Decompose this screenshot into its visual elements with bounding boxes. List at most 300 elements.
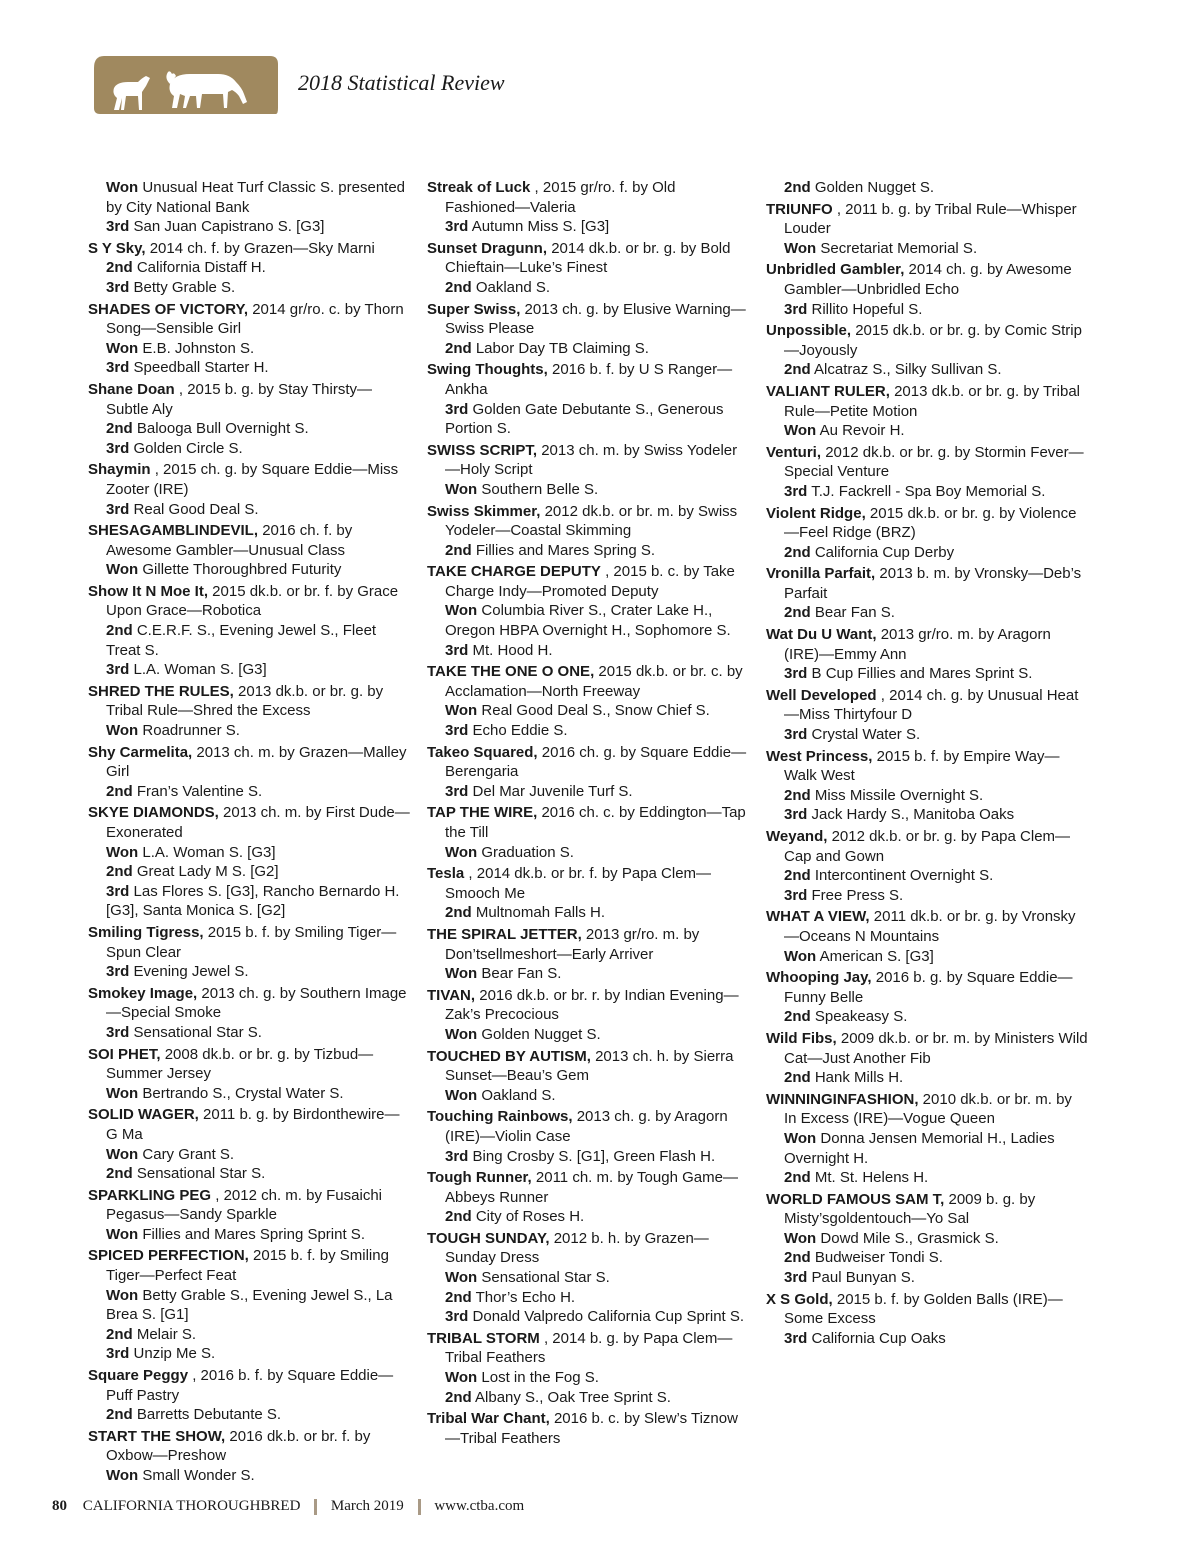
race-list: Unzip Me S.	[133, 1345, 216, 1363]
finish-place: Won	[106, 1084, 139, 1102]
race-list: Del Mar Juvenile Turf S.	[472, 782, 633, 800]
race-list: California Cup Derby	[814, 543, 955, 561]
award-line	[766, 1129, 1088, 1168]
horse-pedigree: 2011 dk.b. or br. g. by Vronsky—Oceans N Mountains	[784, 908, 1076, 945]
finish-place: 3rd	[784, 726, 808, 744]
horse-pedigree: , 2016 b. f. by Square Eddie—Puff Pastry	[106, 1367, 394, 1404]
finish-place: 3rd	[106, 661, 130, 679]
award-line	[427, 339, 749, 359]
finish-place: Won	[106, 843, 139, 861]
horse-name: Super Swiss,	[427, 300, 521, 318]
horse-name: Venturi,	[766, 443, 822, 461]
award-line	[88, 1084, 410, 1104]
horse-name: S Y Sky,	[88, 239, 146, 257]
horse-entry	[88, 300, 410, 378]
horse-name: Swiss Skimmer,	[427, 502, 541, 520]
horse-entry	[427, 1047, 749, 1106]
race-list: Donna Jensen Memorial H., Ladies Overnight H.	[784, 1129, 1055, 1167]
finish-place: Won	[106, 561, 139, 579]
race-list: Fillies and Mares Spring S.	[475, 541, 656, 559]
horse-pedigree: 2008 dk.b. or br. g. by Tizbud—Summer Jersey	[106, 1045, 374, 1083]
finish-place: Won	[445, 480, 478, 498]
horse-name: Square Peggy	[88, 1367, 189, 1385]
horse-entry	[427, 360, 749, 438]
finish-place: 3rd	[106, 963, 130, 981]
race-list: Thor’s Echo H.	[475, 1288, 576, 1306]
horse-pedigree: , 2015 b. c. by Take Charge Indy—Promoted Deputy	[445, 563, 735, 600]
horse-entry	[427, 178, 749, 237]
horse-name: SHRED THE RULES,	[88, 682, 234, 700]
finish-place: Won	[106, 179, 139, 196]
race-list: Mt. Hood H.	[472, 641, 553, 659]
horse-entry	[766, 625, 1088, 684]
award-line	[88, 278, 410, 298]
award-line	[88, 419, 410, 439]
race-list: Labor Day TB Claiming S.	[475, 339, 649, 357]
award-line	[88, 500, 410, 520]
horse-entry	[88, 743, 410, 802]
finish-place: 3rd	[784, 300, 808, 318]
entry-heading	[766, 907, 1088, 946]
horse-name: Sunset Dragunn,	[427, 239, 548, 257]
race-list: Golden Circle S.	[133, 439, 243, 457]
award-line	[88, 882, 410, 921]
award-line	[766, 786, 1088, 806]
race-list: Golden Nugget S.	[814, 179, 935, 196]
finish-place: 3rd	[106, 1345, 130, 1363]
horse-pedigree: 2015 dk.b. or br. g. by Comic Strip—Joyously	[784, 322, 1082, 359]
award-line	[766, 360, 1088, 380]
award-line	[766, 1168, 1088, 1188]
horse-name: Shy Carmelita,	[88, 743, 193, 761]
horse-name: TOUGH SUNDAY,	[427, 1229, 550, 1247]
award-line	[88, 1325, 410, 1345]
horse-entry	[427, 562, 749, 660]
entry-heading	[766, 1090, 1088, 1129]
award-line	[88, 258, 410, 278]
finish-place: 3rd	[784, 482, 808, 500]
horse-name: Wat Du U Want,	[766, 626, 877, 644]
finish-place: 3rd	[784, 1329, 808, 1347]
finish-place: Won	[106, 1145, 139, 1163]
entry-heading	[766, 382, 1088, 421]
horse-pedigree: , 2015 ch. g. by Square Eddie—Miss Zooter (IRE)	[106, 461, 399, 498]
entry-heading	[427, 300, 749, 339]
horse-name: TOUCHED BY AUTISM,	[427, 1047, 591, 1065]
race-list: Sensational Star S.	[136, 1165, 266, 1183]
race-list: Alcatraz S., Silky Sullivan S.	[814, 361, 1002, 379]
race-list: Betty Grable S., Evening Jewel S., La Brea S. [G1]	[106, 1286, 393, 1324]
horse-pedigree: 2015 dk.b. or br. f. by Grace Upon Grace—Robotica	[106, 582, 399, 620]
award-line	[88, 1225, 410, 1245]
horse-pedigree: 2009 b. g. by Misty’sgoldentouch—Yo Sal	[784, 1190, 1036, 1228]
horse-entry	[766, 1090, 1088, 1188]
race-list: Albany S., Oak Tree Sprint S.	[475, 1388, 671, 1406]
horse-name: Show It N Moe It,	[88, 582, 208, 600]
horse-pedigree: 2014 gr/ro. c. by Thorn Song—Sensible Girl	[106, 300, 404, 338]
horse-name: START THE SHOW,	[88, 1427, 226, 1445]
race-list: Speedball Starter H.	[133, 359, 269, 377]
horse-entry	[88, 1366, 410, 1425]
horse-name: TIVAN,	[427, 986, 476, 1004]
finish-place: 3rd	[445, 218, 469, 236]
race-list: Free Press S.	[811, 886, 904, 904]
horse-name: TAP THE WIRE,	[427, 804, 538, 822]
race-list: Small Wonder S.	[142, 1467, 255, 1484]
race-list: Bear Fan S.	[481, 965, 562, 983]
race-list: Autumn Miss S. [G3]	[471, 218, 610, 236]
award-line	[427, 278, 749, 298]
horse-name: VALIANT RULER,	[766, 382, 890, 400]
horse-name: Tough Runner,	[427, 1169, 532, 1187]
page-header	[90, 52, 690, 116]
finish-place: 2nd	[445, 278, 472, 296]
footer-divider	[314, 1499, 317, 1515]
horse-name: Well Developed	[766, 686, 877, 704]
award-line	[427, 400, 749, 439]
horse-name: Vronilla Parfait,	[766, 565, 876, 583]
entry-heading	[88, 984, 410, 1023]
entry-heading	[427, 986, 749, 1025]
entry-heading	[427, 925, 749, 964]
race-list: Sensational Star S.	[133, 1023, 262, 1041]
finish-place: 2nd	[784, 867, 811, 885]
race-list: Bertrando S., Crystal Water S.	[142, 1084, 344, 1102]
finish-place: 3rd	[445, 400, 469, 418]
finish-place: 2nd	[784, 361, 811, 379]
entry-heading	[427, 1329, 749, 1368]
finish-place: 2nd	[784, 1169, 811, 1187]
race-list: Intercontinent Overnight S.	[814, 867, 994, 885]
horse-entry	[88, 984, 410, 1043]
award-line	[427, 641, 749, 661]
entry-heading	[766, 200, 1088, 239]
finish-place: 3rd	[106, 278, 130, 296]
horse-pedigree: 2013 gr/ro. m. by Don’tsellmeshort—Early Arriver	[445, 925, 700, 963]
horse-entry	[88, 582, 410, 680]
entry-heading	[88, 582, 410, 621]
horse-pedigree: 2014 dk.b. or br. g. by Bold Chieftain—Luke’s Finest	[445, 239, 731, 277]
race-list: Columbia River S., Crater Lake H., Oregon HBPA Overnight H., Sophomore S.	[445, 602, 731, 640]
entry-heading	[766, 504, 1088, 543]
horse-pedigree: 2013 ch. g. by Elusive Warning—Swiss Please	[445, 300, 746, 338]
award-line	[88, 1023, 410, 1043]
award-line	[88, 339, 410, 359]
entry-heading	[427, 178, 749, 217]
award-line	[88, 621, 410, 660]
mare-and-foal-logo-icon	[90, 52, 280, 116]
race-list: Melair S.	[136, 1325, 197, 1343]
horse-pedigree: 2016 ch. c. by Eddington—Tap the Till	[445, 804, 746, 841]
horse-name: Smokey Image,	[88, 984, 198, 1002]
entry-heading	[766, 443, 1088, 482]
horse-entry	[427, 1409, 749, 1448]
entry-heading	[88, 682, 410, 721]
entry-heading	[427, 1229, 749, 1268]
horse-entry	[427, 1329, 749, 1407]
award-line	[427, 1368, 749, 1388]
horse-entry	[766, 686, 1088, 745]
award-line	[88, 843, 410, 863]
award-line	[766, 886, 1088, 906]
horse-name: Whooping Jay,	[766, 969, 872, 987]
horse-entry	[427, 1168, 749, 1227]
finish-place: Won	[445, 1269, 478, 1287]
horse-entry	[427, 662, 749, 740]
horse-pedigree: 2016 ch. f. by Awesome Gambler—Unusual Class	[106, 522, 353, 559]
entry-heading	[766, 321, 1088, 360]
award-line	[88, 560, 410, 580]
finish-place: 2nd	[784, 179, 811, 196]
entry-heading	[427, 1047, 749, 1086]
finish-place: Won	[106, 1286, 139, 1304]
race-list: California Cup Oaks	[811, 1329, 946, 1347]
horse-entry	[88, 460, 410, 519]
entry-heading	[88, 239, 410, 259]
race-list: Oakland S.	[475, 278, 551, 296]
horse-pedigree: , 2014 b. g. by Papa Clem—Tribal Feathers	[445, 1329, 733, 1367]
finish-place: 3rd	[784, 886, 808, 904]
award-line	[427, 782, 749, 802]
horse-name: X S Gold,	[766, 1290, 833, 1308]
race-list: Unusual Heat Turf Classic S. presented by City National Bank	[106, 179, 406, 216]
horse-pedigree: 2013 b. m. by Vronsky—Deb’s Parfait	[784, 565, 1082, 602]
horse-entry	[766, 968, 1088, 1027]
race-list: Hank Mills H.	[814, 1069, 904, 1087]
horse-name: Violent Ridge,	[766, 504, 866, 522]
race-list: L.A. Woman S. [G3]	[133, 661, 267, 679]
race-list: Evening Jewel S.	[133, 963, 249, 981]
finish-place: 2nd	[445, 1388, 472, 1406]
award-line	[427, 541, 749, 561]
race-list: Fillies and Mares Spring Sprint S.	[142, 1225, 365, 1243]
race-list: Multnomah Falls H.	[475, 904, 606, 922]
horse-name: SPICED PERFECTION,	[88, 1247, 249, 1265]
award-line	[88, 1164, 410, 1184]
race-list: Donald Valpredo California Cup Sprint S.	[472, 1308, 745, 1326]
award-line	[766, 543, 1088, 563]
horse-pedigree: 2015 dk.b. or br. g. by Violence—Feel Ridge (BRZ)	[784, 504, 1077, 542]
award-line	[766, 664, 1088, 684]
entry-heading	[766, 1190, 1088, 1229]
award-line	[766, 1068, 1088, 1088]
page-title: 2018 Statistical Review	[298, 70, 505, 95]
horse-entry	[427, 300, 749, 359]
award-line	[427, 701, 749, 721]
finish-place: Won	[445, 1025, 478, 1043]
horse-pedigree: 2013 ch. m. by First Dude—Exonerated	[106, 804, 410, 841]
award-line	[427, 964, 749, 984]
entry-heading	[88, 1186, 410, 1225]
award-line	[766, 1329, 1088, 1349]
horse-pedigree: 2012 b. h. by Grazen—Sunday Dress	[445, 1229, 709, 1267]
race-list: Southern Belle S.	[481, 480, 599, 498]
award-line	[766, 866, 1088, 886]
horse-pedigree: , 2012 ch. m. by Fusaichi Pegasus—Sandy Sparkle	[106, 1186, 382, 1224]
horse-name: TAKE CHARGE DEPUTY	[427, 563, 601, 581]
award-line	[427, 903, 749, 923]
entry-heading	[427, 562, 749, 601]
race-list: Oakland S.	[481, 1086, 556, 1104]
horse-entry	[766, 178, 1088, 198]
horse-pedigree: 2015 b. f. by Smiling Tiger—Spun Clear	[106, 923, 397, 961]
finish-place: 3rd	[445, 641, 469, 659]
horse-pedigree: 2013 dk.b. or br. g. by Tribal Rule—Shred the Excess	[106, 682, 384, 720]
award-line	[766, 1248, 1088, 1268]
horse-pedigree: 2016 b. c. by Slew’s Tiznow—Tribal Feathers	[445, 1410, 738, 1447]
finish-place: 3rd	[106, 882, 130, 900]
award-line	[427, 721, 749, 741]
finish-place: 2nd	[445, 541, 472, 559]
finish-place: Won	[784, 1229, 817, 1247]
horse-entry	[427, 502, 749, 561]
award-line	[427, 843, 749, 863]
horse-pedigree: 2012 dk.b. or br. g. by Stormin Fever—Special Venture	[784, 443, 1084, 481]
finish-place: 3rd	[106, 439, 130, 457]
award-line	[766, 603, 1088, 623]
finish-place: 2nd	[445, 1208, 472, 1226]
award-line	[427, 601, 749, 640]
horse-entry	[427, 864, 749, 923]
award-line	[766, 1268, 1088, 1288]
horse-name: TRIUNFO	[766, 200, 833, 218]
finish-place: 3rd	[106, 218, 130, 236]
finish-place: Won	[445, 965, 478, 983]
award-line	[427, 217, 749, 237]
horse-entry	[427, 441, 749, 500]
finish-place: Won	[784, 947, 817, 965]
entry-heading	[766, 1290, 1088, 1329]
horse-name: TRIBAL STORM	[427, 1329, 540, 1347]
award-line	[88, 1405, 410, 1425]
entry-heading	[766, 968, 1088, 1007]
horse-name: Tribal War Chant,	[427, 1410, 550, 1428]
footer-divider	[418, 1499, 421, 1515]
entry-heading	[88, 1246, 410, 1285]
entry-heading	[427, 864, 749, 903]
race-list: Fran’s Valentine S.	[136, 782, 263, 800]
horse-pedigree: 2009 dk.b. or br. m. by Ministers Wild Cat—Just Another Fib	[784, 1029, 1088, 1067]
finish-place: Won	[106, 722, 139, 740]
entry-heading	[427, 441, 749, 480]
horse-name: Smiling Tigress,	[88, 923, 204, 941]
race-list: Cary Grant S.	[142, 1145, 235, 1163]
horse-pedigree: 2013 ch. m. by Swiss Yodeler—Holy Script	[445, 441, 738, 479]
horse-pedigree: 2010 dk.b. or br. m. by In Excess (IRE)—Vogue Queen	[784, 1090, 1072, 1128]
finish-place: 2nd	[784, 604, 811, 622]
entry-heading	[88, 923, 410, 962]
finish-place: 2nd	[784, 1008, 811, 1026]
race-list: California Distaff H.	[136, 259, 266, 277]
race-list: Jack Hardy S., Manitoba Oaks	[811, 806, 1015, 824]
horse-name: WHAT A VIEW,	[766, 908, 870, 926]
entry-heading	[766, 747, 1088, 786]
horse-pedigree: 2013 dk.b. or br. g. by Tribal Rule—Petite Motion	[784, 382, 1081, 420]
publication-name: CALIFORNIA THOROUGHBRED	[82, 1498, 301, 1515]
horse-pedigree: 2013 ch. m. by Grazen—Malley Girl	[106, 743, 407, 781]
entry-heading	[88, 1366, 410, 1405]
finish-place: 3rd	[445, 1308, 469, 1326]
entry-heading	[88, 521, 410, 560]
horse-entry	[427, 743, 749, 802]
horse-pedigree: 2012 dk.b. or br. g. by Papa Clem—Cap and Gown	[784, 828, 1071, 865]
race-list: Las Flores S. [G3], Rancho Bernardo H. [G3], Santa Monica S. [G2]	[106, 882, 400, 920]
finish-place: Won	[106, 1225, 139, 1243]
finish-place: Won	[445, 702, 478, 720]
horse-entry	[427, 1229, 749, 1327]
horse-pedigree: 2013 ch. g. by Aragorn (IRE)—Violin Case	[445, 1108, 728, 1145]
finish-place: 3rd	[445, 782, 469, 800]
horse-pedigree: 2012 dk.b. or br. m. by Swiss Yodeler—Coastal Skimming	[445, 502, 738, 540]
horse-entry	[427, 1107, 749, 1166]
entry-heading	[88, 1427, 410, 1466]
entry-heading	[766, 1029, 1088, 1068]
horse-name: Touching Rainbows,	[427, 1108, 573, 1126]
finish-place: 2nd	[445, 339, 472, 357]
horse-name: SWISS SCRIPT,	[427, 441, 538, 459]
horse-pedigree: 2015 b. f. by Golden Balls (IRE)—Some Excess	[784, 1290, 1063, 1328]
issue-date: March 2019	[330, 1498, 404, 1515]
horse-entry	[88, 923, 410, 982]
finish-place: Won	[445, 1086, 478, 1104]
award-line	[766, 947, 1088, 967]
horse-pedigree: 2015 b. f. by Empire Way—Walk West	[784, 747, 1060, 785]
page-number: 80	[52, 1498, 67, 1515]
award-line	[427, 1307, 749, 1327]
race-list: Barretts Debutante S.	[136, 1406, 282, 1424]
entry-heading	[766, 564, 1088, 603]
entry-heading	[427, 239, 749, 278]
entry-heading	[427, 1107, 749, 1146]
horse-entry	[88, 803, 410, 921]
award-line	[427, 1207, 749, 1227]
horse-entry	[88, 1427, 410, 1486]
award-line	[427, 1147, 749, 1167]
finish-place: 2nd	[106, 1165, 133, 1183]
horse-entry	[427, 925, 749, 984]
race-list: Bear Fan S.	[814, 604, 895, 622]
race-list: Bing Crosby S. [G1], Green Flash H.	[472, 1147, 716, 1165]
entry-heading	[88, 1045, 410, 1084]
award-line	[766, 482, 1088, 502]
horse-entry	[88, 1186, 410, 1245]
race-list: E.B. Johnston S.	[142, 339, 255, 357]
award-line	[88, 862, 410, 882]
finish-place: 3rd	[106, 500, 130, 518]
finish-place: 2nd	[106, 622, 133, 640]
entry-heading	[766, 686, 1088, 725]
race-list: Golden Nugget S.	[481, 1025, 601, 1043]
horse-entry	[88, 1105, 410, 1183]
website-url: www.ctba.com	[434, 1498, 525, 1515]
horse-pedigree: , 2014 dk.b. or br. f. by Papa Clem—Smooch Me	[445, 865, 712, 902]
horse-name: Wild Fibs,	[766, 1029, 837, 1047]
award-line	[766, 178, 1088, 198]
race-list: Lost in the Fog S.	[481, 1369, 599, 1387]
award-line	[427, 1388, 749, 1408]
race-list: American S. [G3]	[819, 947, 934, 965]
race-list: Secretariat Memorial S.	[820, 239, 978, 257]
award-line	[88, 1145, 410, 1165]
horse-entry	[88, 1246, 410, 1364]
horse-entry	[766, 747, 1088, 825]
finish-place: 2nd	[106, 782, 133, 800]
entry-heading	[88, 460, 410, 499]
horse-entry	[766, 443, 1088, 502]
horse-pedigree: 2016 dk.b. or br. r. by Indian Evening—Zak’s Precocious	[445, 986, 739, 1024]
finish-place: 2nd	[106, 259, 133, 277]
award-line	[88, 217, 410, 237]
